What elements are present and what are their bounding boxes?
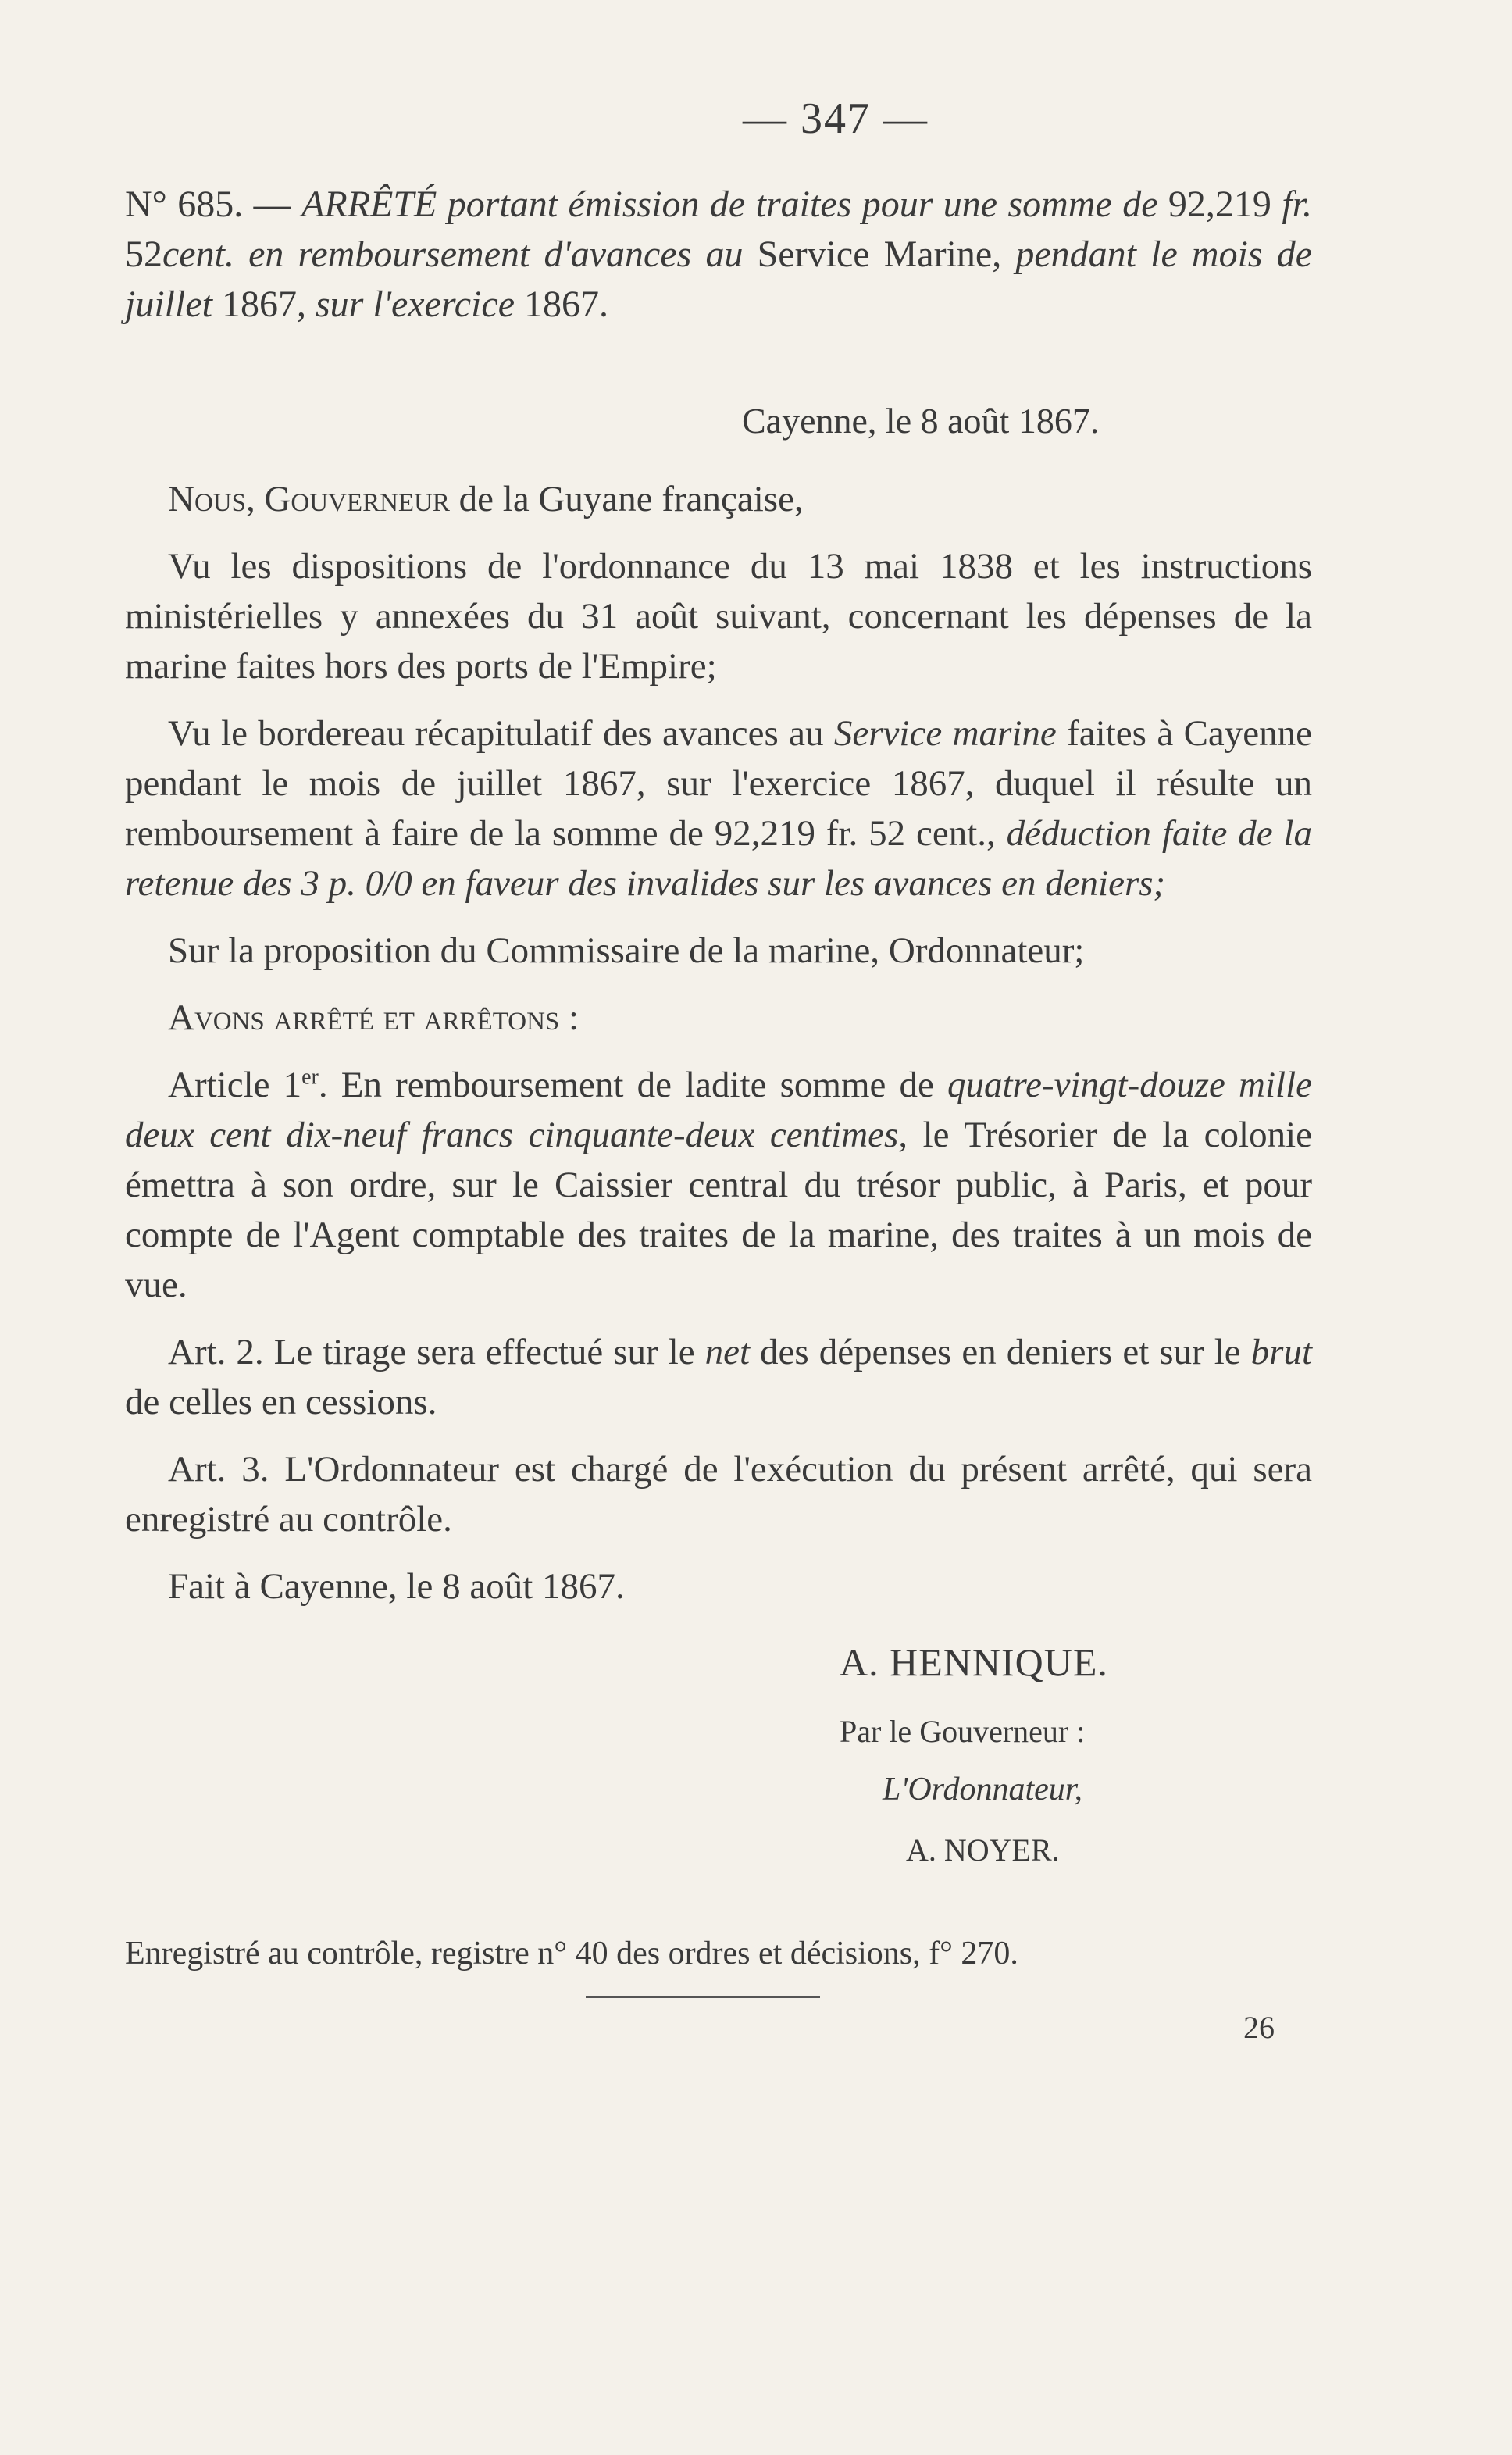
fait-a-cayenne: Fait à Cayenne, le 8 août 1867.: [168, 1566, 625, 1607]
vu2-part1: Vu le bordereau récapitulatif des avances au: [168, 713, 824, 754]
title-dash: —: [253, 184, 291, 225]
title-amount: 92,219: [1168, 184, 1271, 225]
title-service: Service Marine,: [757, 234, 1002, 275]
art2-part3: de celles en cessions.: [125, 1382, 437, 1422]
art1-part2: le Trésorier de la colonie émettra à son ordre, sur le Caissier central du trésor public, à Paris, et pour compte de l'Agent comptable des traites de la marine, des traites à un mois de vue.: [125, 1115, 1312, 1305]
vu2-italic-tail: déduction faite de la retenue des 3 p. 0/0 en faveur des invalides sur les avances en deniers;: [125, 813, 1312, 904]
preamble-proposition: Sur la proposition du Commissaire de la marine, Ordonnateur;: [168, 930, 1085, 971]
title-text-3: cent. en remboursement d'avances au: [162, 234, 744, 275]
avons-arrete: Avons arrêté et arrêtons :: [168, 997, 579, 1038]
vu2-part2: faites à Cayenne pendant le mois de juillet 1867, sur l'exercice 1867, duquel il résulte un remboursement à faire de la somme de 92,219 fr. 52 cent.,: [125, 713, 1313, 854]
art2-net: net: [704, 1332, 751, 1372]
art1-sup: er: [301, 1065, 319, 1090]
page-number: — 347 —: [743, 95, 929, 143]
art2-brut: brut: [1250, 1332, 1313, 1372]
registration-note: Enregistré au contrôle, registre n° 40 des ordres et décisions, f° 270.: [125, 1936, 1018, 1971]
title-year-2: 1867.: [524, 284, 609, 325]
signatory-name-2: A. NOYER.: [906, 1832, 1060, 1868]
preamble-vu-1: Vu les dispositions de l'ordonnance du 13 mai 1838 et les instructions ministérielles y annexées du 31 août suivant, concernant les dépenses de la marine faites hors des ports de l'Empire;: [125, 546, 1312, 687]
nous-rest: de la Guyane française,: [458, 479, 804, 519]
preamble-vu-2: [125, 708, 1312, 908]
art1-italic-amount: quatre-vingt-douze mille deux cent dix-neuf francs cinquante-deux centimes,: [125, 1065, 1313, 1155]
title-text-5: sur l'exercice: [315, 284, 515, 325]
nous-gouverneur: Gouverneur: [264, 479, 450, 519]
art1-part1: . En remboursement de ladite somme de: [318, 1065, 934, 1105]
signatory-by: Par le Gouverneur :: [840, 1714, 1086, 1749]
article-1: [125, 1060, 1312, 1310]
divider-rule: [586, 1996, 820, 1998]
title-year-1: 1867,: [221, 284, 306, 325]
vu2-service-marine: Service marine: [833, 713, 1057, 754]
art2-part2: des dépenses en deniers et sur le: [760, 1332, 1241, 1372]
document-page: [125, 94, 1312, 2046]
preamble-nous: [125, 474, 1312, 524]
signatory-role: L'Ordonnateur,: [883, 1772, 1082, 1807]
art2-part1: Art. 2. Le tirage sera effectué sur le: [168, 1332, 695, 1372]
signature-block: [125, 1640, 1312, 1921]
title-text-2: fr.: [1282, 184, 1313, 225]
article-2: [125, 1327, 1312, 1427]
title-text-1: portant émission de traites pour une somme de: [447, 184, 1158, 225]
dateline: Cayenne, le 8 août 1867.: [742, 401, 1100, 441]
decree-title: [125, 180, 1312, 330]
title-arrete: ARRÊTÉ: [301, 184, 437, 225]
art1-label: Article 1: [168, 1065, 302, 1105]
nous-lead: Nous,: [168, 479, 255, 519]
signatory-name: A. HENNIQUE.: [840, 1640, 1108, 1684]
decree-number: N° 685.: [125, 184, 244, 225]
sheet-mark: 26: [1243, 2010, 1275, 2045]
article-3: Art. 3. L'Ordonnateur est chargé de l'exécution du présent arrêté, qui sera enregistré au contrôle.: [125, 1449, 1312, 1540]
title-cents: 52: [125, 234, 162, 275]
title-text-4: pendant le mois de juillet: [125, 234, 1313, 325]
